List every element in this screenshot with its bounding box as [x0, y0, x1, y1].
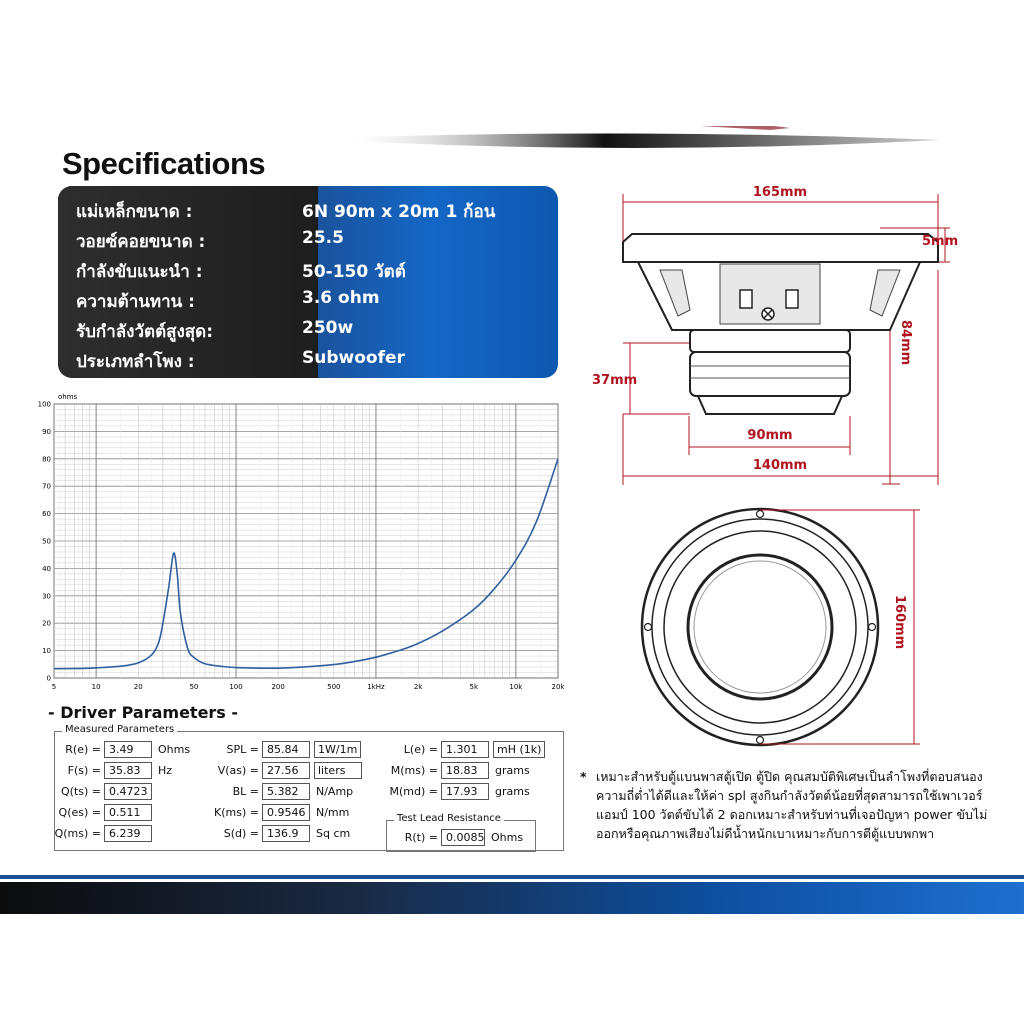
y-tick-label: 70: [42, 482, 51, 491]
param-unit: grams: [495, 764, 530, 777]
spec-value: 3.6 ohm: [302, 288, 380, 308]
graph-unit-label: ohms: [58, 393, 78, 401]
x-tick-label: 2k: [413, 683, 423, 691]
impedance-graph: [36, 390, 566, 695]
param-label: M(ms) =: [390, 764, 438, 777]
spec-row-voice-coil: [58, 228, 558, 258]
x-tick-label: 1kHz: [367, 683, 385, 691]
param-label: R(t) =: [404, 831, 438, 844]
param-value: 5.382: [262, 783, 310, 800]
spec-row-max-power: [58, 318, 558, 348]
bottom-decoration-bar: [0, 872, 1024, 914]
x-tick-label: 10k: [509, 683, 523, 691]
x-tick-label: 20: [133, 683, 143, 691]
x-tick-label: 5: [51, 683, 57, 691]
param-value: 17.93: [441, 783, 489, 800]
param-label: S(d) =: [223, 827, 259, 840]
param-label: Q(ms) =: [54, 827, 101, 840]
y-tick-label: 30: [42, 592, 51, 601]
x-tick-label: 200: [271, 683, 285, 691]
x-tick-label: 5k: [469, 683, 479, 691]
param-label: M(md) =: [389, 785, 438, 798]
param-unit: N/mm: [316, 806, 350, 819]
param-label: Q(es) =: [58, 806, 101, 819]
param-unit: liters: [314, 762, 362, 779]
param-unit: mH (1k): [493, 741, 545, 758]
param-value: 85.84: [262, 741, 310, 758]
dim-width-top: 165mm: [752, 185, 808, 200]
param-value: 0.511: [104, 804, 152, 821]
y-tick-label: 0: [46, 674, 51, 683]
spec-value: 250w: [302, 318, 354, 338]
spec-label: ประเภทลำโพง :: [76, 352, 195, 372]
y-tick-label: 10: [42, 647, 51, 656]
test-lead-title: Test Lead Resistance: [394, 813, 504, 824]
param-value: 136.9: [262, 825, 310, 842]
spec-label: ความต้านทาน :: [76, 292, 195, 312]
param-value: 0.4723: [104, 783, 152, 800]
spec-value: Subwoofer: [302, 348, 405, 368]
param-unit: Ohms: [158, 743, 191, 756]
dim-height: 84mm: [898, 320, 913, 366]
spec-value: 25.5: [302, 228, 344, 248]
param-label: K(ms) =: [214, 806, 259, 819]
param-value: 18.83: [441, 762, 489, 779]
x-tick-label: 100: [229, 683, 243, 691]
spec-panel: [58, 186, 558, 378]
x-tick-label: 50: [189, 683, 199, 691]
impedance-chart-svg: [36, 390, 566, 695]
dim-magnet-height: 37mm: [592, 373, 638, 388]
spec-row-impedance: [58, 288, 558, 318]
y-tick-label: 50: [42, 537, 51, 546]
y-tick-label: 60: [42, 510, 51, 519]
param-value: 1.301: [441, 741, 489, 758]
param-unit: 1W/1m: [314, 741, 361, 758]
param-value: 0.9546: [262, 804, 310, 821]
spec-row-power: [58, 258, 558, 288]
spec-label: รับกำลังวัตต์สูงสุด:: [76, 322, 213, 342]
param-unit: grams: [495, 785, 530, 798]
param-value: 27.56: [262, 762, 310, 779]
y-tick-label: 80: [42, 455, 51, 464]
param-value: 3.49: [104, 741, 152, 758]
param-label: R(e) =: [65, 743, 101, 756]
param-label: F(s) =: [67, 764, 101, 777]
param-unit: Sq cm: [316, 827, 351, 840]
x-tick-label: 20k: [551, 683, 565, 691]
param-unit: Hz: [158, 764, 173, 777]
param-label: Q(ts) =: [61, 785, 101, 798]
spec-value: 50-150 วัตต์: [302, 262, 406, 282]
spec-label: กำลังขับแนะนำ :: [76, 262, 203, 282]
x-tick-label: 500: [327, 683, 341, 691]
dim-rim: 5mm: [922, 234, 959, 249]
dim-mount-diameter: 140mm: [752, 458, 808, 473]
y-tick-label: 40: [42, 564, 51, 573]
spec-row-type: [58, 348, 558, 378]
param-unit: Ohms: [491, 831, 524, 844]
dim-magnet-diameter: 90mm: [747, 428, 793, 443]
note-text: เหมาะสำหรับตู้แบนพาสตู้เปิด ตู้ปิด คุณสมบัติพิเศษเป็นลำโพงที่ตอบสนองความถี่ต่ำได้ดีและให้ค่า spl สูงกินกำลังวัตต์น้อยที่สุดสามารถใช้เพาเวอร์แอมป์ 100 วัตต์ขับได้ 2 ดอกเหมาะสำหรับท่านที่เจอปัญหา power ขับไม่ออกหรือคุณภาพเสียงไม่ดีน้ำหนักเบาเหมาะกับการตีตู้แบบพกพา: [596, 769, 988, 841]
spec-label: แม่เหล็กขนาด :: [76, 202, 193, 222]
spec-label: วอยซ์คอยขนาด :: [76, 232, 206, 252]
param-value: 0.0085: [441, 829, 485, 846]
param-value: 35.83: [104, 762, 152, 779]
dim-front-diameter: 160mm: [892, 595, 907, 650]
param-label: V(as) =: [217, 764, 259, 777]
page-title: Specifications: [62, 146, 266, 181]
x-tick-label: 10: [91, 683, 101, 691]
param-label: SPL =: [226, 743, 259, 756]
note-asterisk: *: [580, 769, 587, 784]
spec-value: 6N 90m x 20m 1 ก้อน: [302, 202, 496, 222]
usage-note: [580, 767, 1005, 843]
top-swoosh-decoration: [330, 126, 940, 162]
spec-row-magnet: [58, 198, 558, 228]
front-view-diagram: [630, 500, 930, 755]
y-tick-label: 90: [42, 427, 51, 436]
y-tick-label: 20: [42, 619, 51, 628]
side-view-diagram: [590, 170, 1020, 500]
param-unit: N/Amp: [316, 785, 354, 798]
measured-parameters-legend: Measured Parameters: [62, 724, 177, 735]
y-tick-label: 100: [37, 400, 51, 409]
driver-parameters-title: - Driver Parameters -: [48, 703, 239, 722]
param-label: BL =: [232, 785, 259, 798]
param-label: L(e) =: [403, 743, 438, 756]
param-value: 6.239: [104, 825, 152, 842]
